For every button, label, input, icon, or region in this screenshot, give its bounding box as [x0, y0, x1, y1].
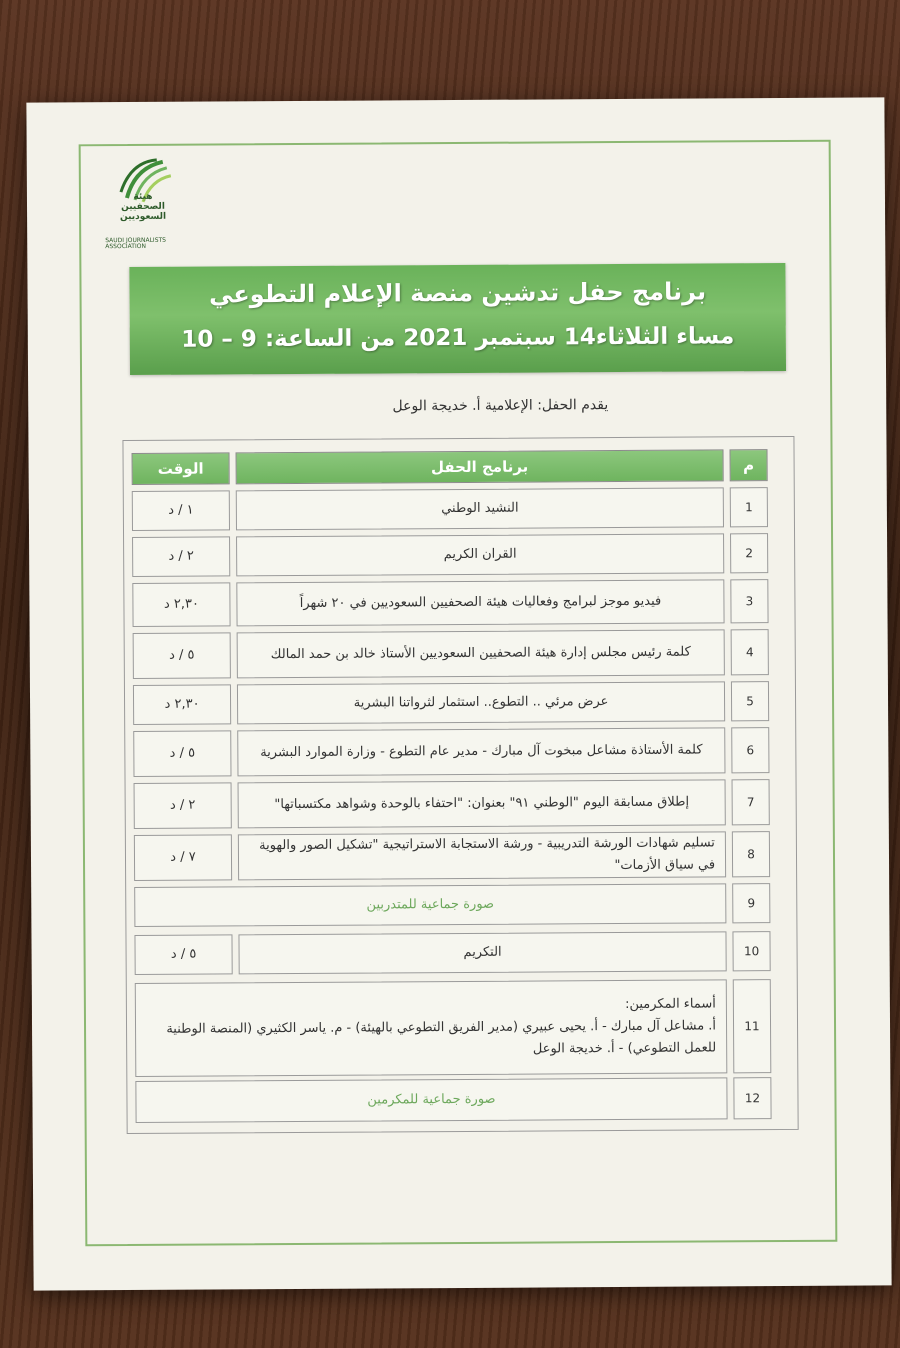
- honorees-cell: [135, 979, 728, 1077]
- row-program: النشيد الوطني: [236, 487, 724, 530]
- row-time: ٢,٣٠ د: [132, 582, 230, 627]
- row-program: كلمة رئيس مجلس إدارة هيئة الصحفيين السعوديين الأستاذ خالد بن حمد المالك: [237, 629, 725, 678]
- row-program: إطلاق مسابقة اليوم "الوطني ٩١" بعنوان: "احتفاء بالوحدة وشواهد مكتسباتها": [238, 779, 726, 828]
- row-time: ٥ / د: [134, 934, 232, 975]
- row-num: 12: [733, 1077, 771, 1119]
- event-datetime: مساء الثلاثاء14 سبتمبر 2021 من الساعة: 9 – 10: [181, 323, 735, 353]
- row-num: 1: [730, 487, 768, 527]
- row-num: 4: [731, 629, 769, 675]
- row-num: 10: [732, 931, 770, 971]
- row-time: ٢ / د: [132, 536, 230, 577]
- header-num: م: [730, 449, 768, 481]
- header-time: الوقت: [132, 452, 230, 485]
- row-program: كلمة الأستاذة مشاعل مبخوت آل مبارك - مدير عام التطوع - وزارة الموارد البشرية: [237, 727, 725, 776]
- row-program: القران الكريم: [236, 533, 724, 576]
- honorees-title: أسماء المكرمين:: [625, 996, 716, 1012]
- row-program-merged: صورة جماعية للمكرمين: [135, 1077, 727, 1123]
- program-table: [122, 436, 798, 1134]
- header-program: برنامج الحفل: [236, 449, 724, 484]
- row-program: عرض مرئي .. التطوع.. استثمار لثرواتنا البشرية: [237, 681, 725, 724]
- logo-arabic-text: هيئة الصحفيين السعوديين: [119, 191, 167, 223]
- title-banner: [129, 263, 786, 375]
- row-program-merged: صورة جماعية للمتدربين: [134, 883, 726, 927]
- row-num: 7: [732, 779, 770, 825]
- row-time: ٥ / د: [133, 730, 231, 777]
- row-program: تسليم شهادات الورشة التدريبية - ورشة الاستجابة الاستراتيجية "تشكيل الصور والهوية في سياق الأزمات": [238, 831, 726, 880]
- row-time: ٧ / د: [134, 834, 232, 881]
- row-time: ٢ / د: [134, 782, 232, 829]
- row-num: 6: [731, 727, 769, 773]
- row-num: 11: [733, 979, 772, 1073]
- row-time: ٥ / د: [133, 632, 231, 679]
- presenter-line: يقدم الحفل: الإعلامية أ. خديجة الوعل: [392, 397, 609, 415]
- row-program: التكريم: [238, 931, 726, 974]
- program-sheet: [26, 97, 891, 1290]
- row-num: 2: [730, 533, 768, 573]
- event-title: برنامج حفل تدشين منصة الإعلام التطوعي: [208, 277, 707, 309]
- row-num: 8: [732, 831, 770, 877]
- row-time: ٢,٣٠ د: [133, 684, 231, 725]
- honorees-names: أ. مشاعل آل مبارك - أ. يحيى عبيري (مدير الفريق التطوعي بالهيئة) - م. ياسر الكثيري (المنصة الوطنية للعمل التطوعي) - أ. خديجة الوعل: [166, 1018, 717, 1057]
- row-program: فيديو موجز لبرامج وفعاليات هيئة الصحفيين السعوديين في ٢٠ شهراً: [236, 579, 724, 626]
- row-time: ١ / د: [132, 490, 230, 531]
- association-logo: [105, 158, 196, 255]
- row-num: 3: [730, 579, 768, 623]
- row-num: 9: [732, 883, 770, 923]
- row-num: 5: [731, 681, 769, 721]
- logo-english-text: SAUDI JOURNALISTS ASSOCIATION: [105, 236, 167, 251]
